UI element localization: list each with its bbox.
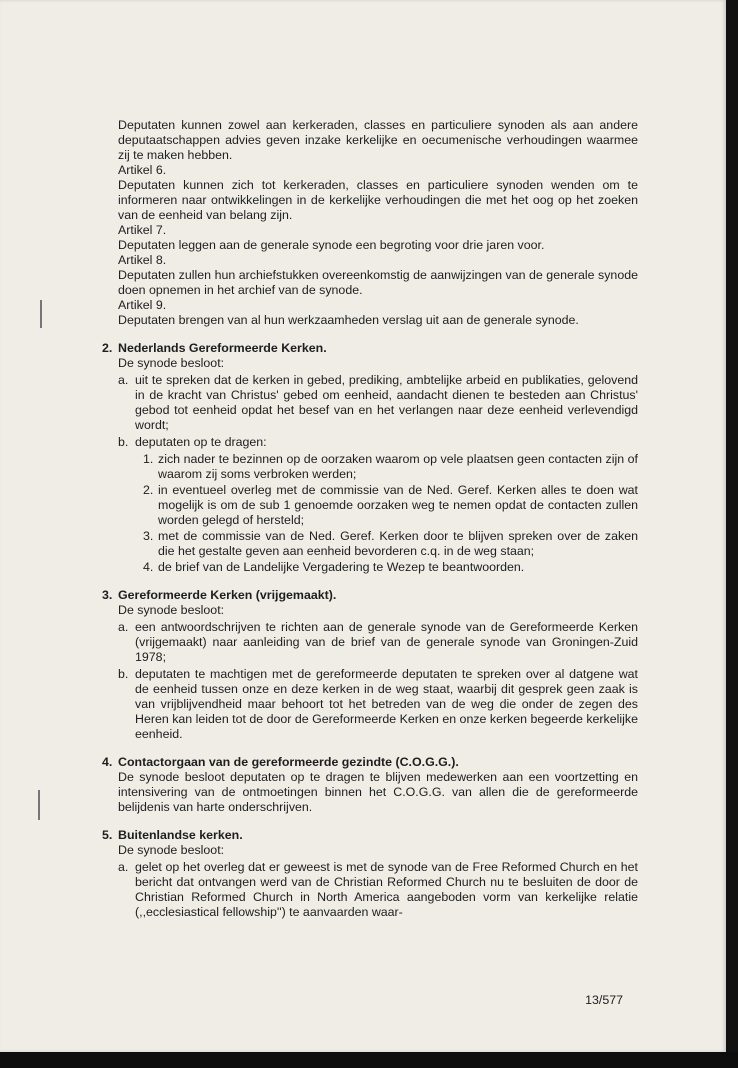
section-intro: De synode besloot deputaten op te dragen te blijven medewerken aan een voortzetting en intensivering van de ontmoetingen binnen het C.O.G.G. van allen die de gereformeerde belijdenis van harte onderschrijven. bbox=[118, 770, 638, 814]
article-heading: Artikel 9. bbox=[118, 298, 167, 312]
sub-item bbox=[143, 560, 638, 575]
section-number: 2. bbox=[102, 341, 113, 355]
item-label: b. bbox=[118, 667, 129, 681]
list-item bbox=[118, 435, 638, 575]
sub-item-label: 4. bbox=[143, 560, 154, 574]
article-heading: Artikel 6. bbox=[118, 163, 167, 177]
list-item bbox=[118, 620, 638, 665]
article-heading: Artikel 8. bbox=[118, 253, 167, 267]
section-intro: De synode besloot: bbox=[118, 603, 225, 617]
sub-item-label: 3. bbox=[143, 529, 154, 543]
section-3 bbox=[102, 588, 638, 742]
sub-item-text: de brief van de Landelijke Vergadering te Wezep te beantwoorden. bbox=[158, 560, 525, 574]
scan-edge-bottom bbox=[0, 1052, 738, 1068]
sub-item bbox=[143, 529, 638, 559]
item-text: deputaten te machtigen met de gereformeerde deputaten te spreken over al datgene wat de eenheid tussen onze en deze kerken in de weg staat, waarbij dit gesprek geen zaak is van vrijblijvendheid maar behoort tot het betreden van de weg die onder de zegen des Heren kan leiden tot de door de Gereformeerde Kerken en onze kerken begeerde kerkelijke eenheid. bbox=[135, 667, 638, 741]
section-intro: De synode besloot: bbox=[118, 356, 225, 370]
section-2 bbox=[102, 341, 638, 575]
item-label: a. bbox=[118, 620, 129, 634]
item-text: een antwoordschrijven te richten aan de generale synode van de Gereformeerde Kerken (vrijgemaakt) naar aanleiding van de brief van de generale synode van Groningen-Zuid 1978; bbox=[135, 620, 638, 664]
section-number: 5. bbox=[102, 828, 113, 842]
sub-item-text: in eventueel overleg met de commissie van de Ned. Geref. Kerken alles te doen wat mogelijk is om de sub 1 genoemde oorzaken weg te nemen opdat de contacten zullen worden gelegd of hersteld; bbox=[158, 483, 638, 527]
list-item bbox=[118, 860, 638, 920]
item-text: deputaten op te dragen: bbox=[135, 435, 267, 449]
sub-item-label: 2. bbox=[143, 483, 154, 497]
paragraph: Deputaten brengen van al hun werkzaamheden verslag uit aan de generale synode. bbox=[118, 313, 579, 327]
sub-item-text: zich nader te bezinnen op de oorzaken waarom op vele plaatsen geen contacten zijn of waarom zij soms verbroken werden; bbox=[158, 452, 638, 481]
item-label: a. bbox=[118, 373, 129, 387]
margin-mark bbox=[40, 300, 42, 328]
sub-list bbox=[135, 452, 638, 575]
section-number: 3. bbox=[102, 588, 113, 602]
section-4 bbox=[102, 755, 638, 815]
section-number: 4. bbox=[102, 755, 113, 769]
document-body bbox=[102, 118, 638, 920]
item-label: a. bbox=[118, 860, 129, 874]
section-title: Gereformeerde Kerken (vrijgemaakt). bbox=[118, 588, 337, 602]
paragraph: Deputaten kunnen zowel aan kerkeraden, classes en particuliere synoden als aan andere deputaatschappen advies geven inzake kerkelijke en oecumenische verhoudingen waarmee zij te maken hebben. bbox=[118, 118, 638, 162]
paragraph: Deputaten zullen hun archiefstukken overeenkomstig de aanwijzingen van de generale synode doen opnemen in het archief van de synode. bbox=[118, 268, 638, 297]
paragraph: Deputaten leggen aan de generale synode een begroting voor drie jaren voor. bbox=[118, 238, 545, 252]
section-title: Nederlands Gereformeerde Kerken. bbox=[118, 341, 327, 355]
list-item bbox=[118, 373, 638, 433]
section-5 bbox=[102, 828, 638, 920]
section-intro: De synode besloot: bbox=[118, 843, 225, 857]
list-item bbox=[118, 667, 638, 742]
sub-item-text: met de commissie van de Ned. Geref. Kerken door te blijven spreken over de zaken die het gestalte geven aan eenheid bevorderen c.q. in de weg staan; bbox=[158, 529, 638, 558]
section-title: Buitenlandse kerken. bbox=[118, 828, 243, 842]
item-text: uit te spreken dat de kerken in gebed, prediking, ambtelijke arbeid en publikaties, gelovend in de kracht van Christus' gebed om eenheid, aandacht dienen te besteden aan Christus' gebod tot eenheid opdat het besef van en het verlangen naar deze eenheid verlevendigd wordt; bbox=[135, 373, 638, 432]
article-heading: Artikel 7. bbox=[118, 223, 167, 237]
sub-item-label: 1. bbox=[143, 452, 154, 466]
item-label: b. bbox=[118, 435, 129, 449]
item-text: gelet op het overleg dat er geweest is met de synode van de Free Reformed Church en het bericht dat ontvangen werd van de Christian Reformed Church nu te besluiten de door de Christian Reformed Church in North America aangeboden vorm van kerkelijke relatie (,,ecclesiastical fellowship'') te aanvaarden waar- bbox=[135, 860, 638, 919]
paragraph: Deputaten kunnen zich tot kerkeraden, classes en particuliere synoden wenden om te informeren naar ontwikkelingen in de kerkelijke verhoudingen die met het oog op het zoeken van de eenheid van belang zijn. bbox=[118, 178, 638, 222]
page-number: 13/577 bbox=[585, 993, 623, 1007]
margin-mark bbox=[38, 790, 40, 820]
sub-item bbox=[143, 452, 638, 482]
sub-item bbox=[143, 483, 638, 528]
section-title: Contactorgaan van de gereformeerde gezindte (C.O.G.G.). bbox=[118, 755, 459, 769]
scan-edge-right bbox=[726, 0, 738, 1068]
